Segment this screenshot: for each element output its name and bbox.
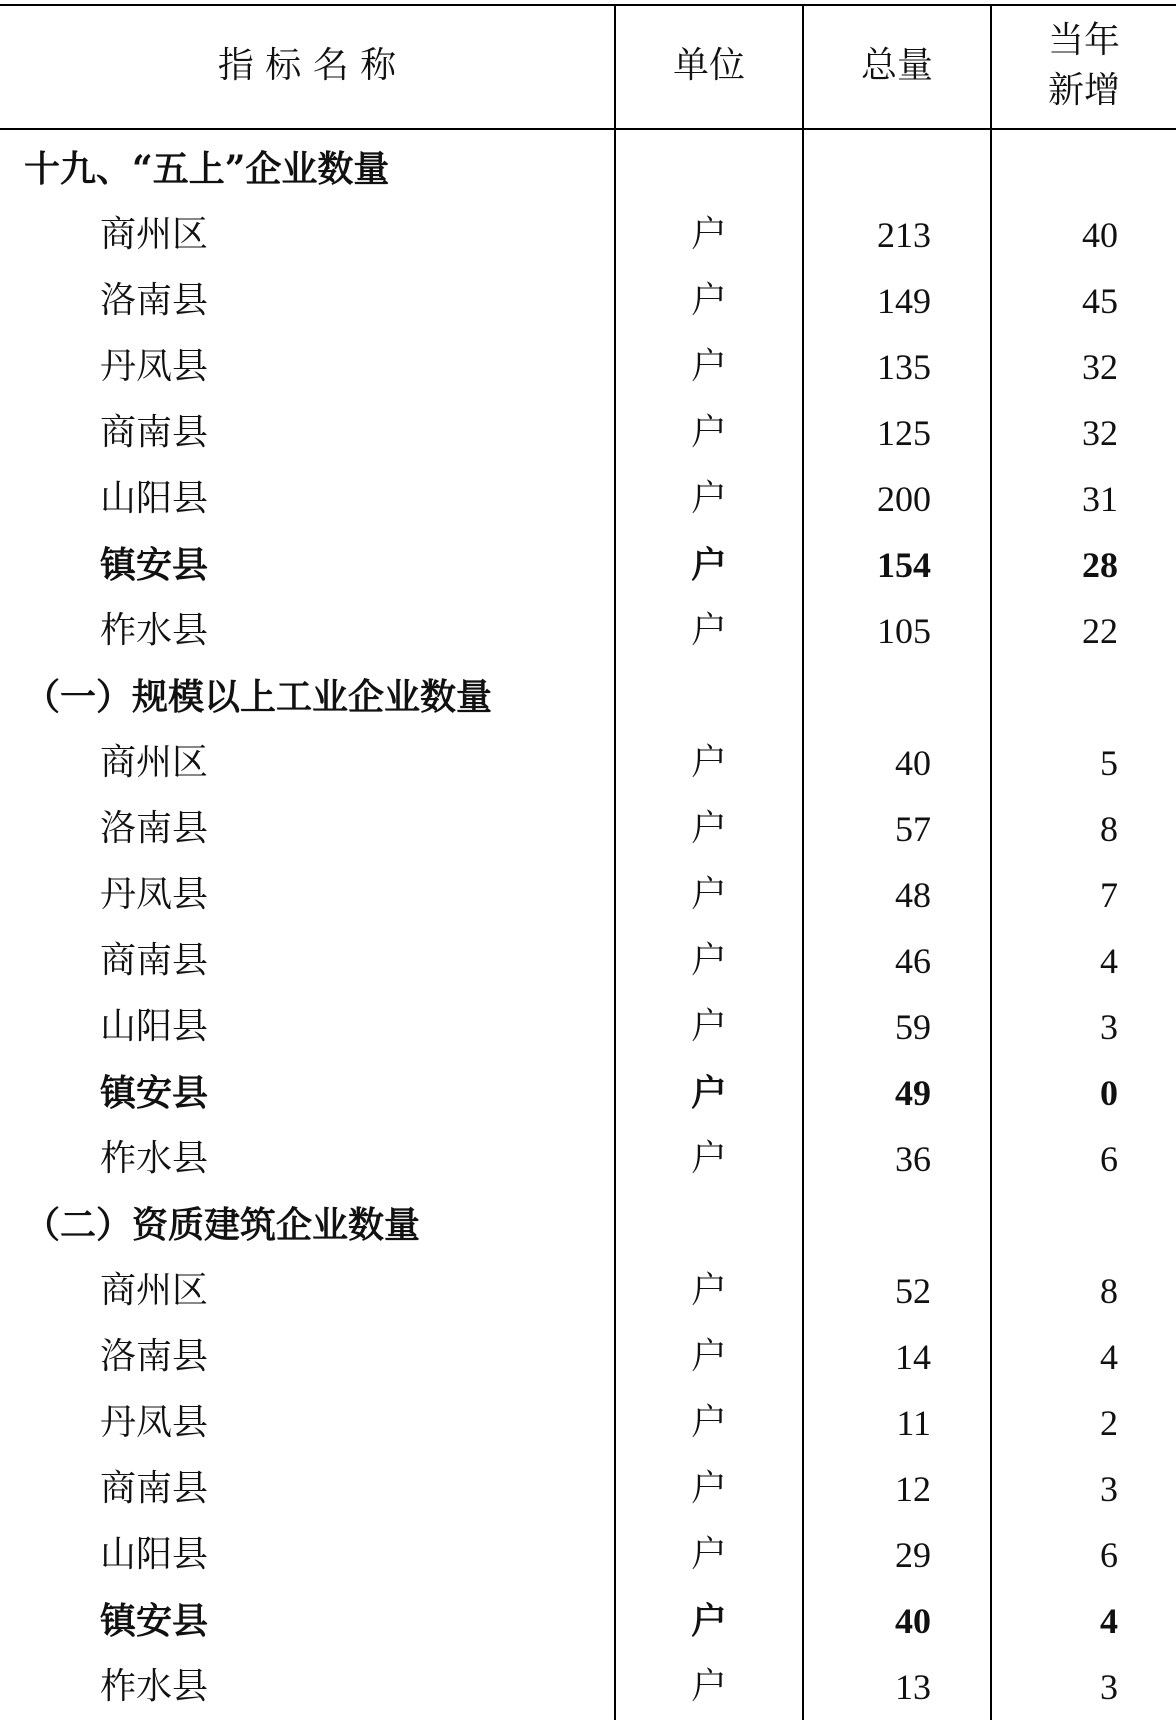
unit-cell: 户 (690, 1534, 727, 1575)
unit-cell: 户 (690, 1072, 727, 1114)
table-row (0, 268, 1176, 334)
county-name: 商南县 (100, 412, 209, 453)
header-unit-cell (616, 4, 802, 128)
county-name: 柞水县 (100, 1138, 209, 1179)
total-cell: 48 (895, 875, 931, 915)
county-name: 洛南县 (100, 280, 209, 321)
unit-cell: 户 (690, 1600, 727, 1642)
table-row (0, 730, 1176, 796)
total-cell: 49 (895, 1073, 931, 1113)
county-name: 丹凤县 (100, 346, 209, 387)
added-cell: 32 (1082, 347, 1118, 387)
added-cell: 3 (1100, 1469, 1118, 1509)
header-rule (0, 128, 1176, 130)
total-cell: 52 (895, 1271, 931, 1311)
county-name: 洛南县 (100, 808, 209, 849)
county-name: 丹凤县 (100, 874, 209, 915)
total-cell: 154 (877, 545, 931, 585)
table-row (0, 466, 1176, 532)
table-row (0, 1588, 1176, 1654)
table-row (0, 532, 1176, 598)
total-cell: 200 (877, 479, 931, 519)
table-row (0, 928, 1176, 994)
section-row (0, 1192, 1176, 1258)
total-cell: 11 (896, 1403, 931, 1443)
header-added-line2: 新增 (1047, 70, 1120, 111)
section-title: 十九、“五上”企业数量 (24, 148, 390, 190)
unit-cell: 户 (690, 874, 727, 915)
table-row (0, 1522, 1176, 1588)
added-cell: 6 (1100, 1139, 1118, 1179)
table-row (0, 202, 1176, 268)
unit-cell: 户 (690, 1402, 727, 1443)
unit-cell: 户 (690, 1468, 727, 1509)
total-cell: 46 (895, 941, 931, 981)
county-name: 商州区 (100, 1270, 209, 1311)
table-row (0, 796, 1176, 862)
header-added-line1: 当年 (1047, 20, 1120, 61)
added-cell: 4 (1100, 1601, 1118, 1641)
unit-cell: 户 (690, 742, 727, 783)
total-cell: 40 (895, 743, 931, 783)
statistics-table (0, 4, 1176, 1720)
header-total: 总量 (860, 45, 933, 86)
unit-cell: 户 (690, 940, 727, 981)
added-cell: 8 (1100, 809, 1118, 849)
table-row (0, 1324, 1176, 1390)
added-cell: 40 (1082, 215, 1118, 255)
header-unit: 单位 (672, 45, 745, 86)
unit-cell: 户 (690, 610, 727, 651)
added-cell: 3 (1100, 1007, 1118, 1047)
table-row (0, 1258, 1176, 1324)
total-cell: 14 (895, 1337, 931, 1377)
added-cell: 8 (1100, 1271, 1118, 1311)
added-cell: 22 (1082, 611, 1118, 651)
county-name: 商州区 (100, 742, 209, 783)
added-cell: 5 (1100, 743, 1118, 783)
added-cell: 4 (1100, 941, 1118, 981)
added-cell: 6 (1100, 1535, 1118, 1575)
unit-cell: 户 (690, 1138, 727, 1179)
unit-cell: 户 (690, 214, 727, 255)
total-cell: 213 (877, 215, 931, 255)
county-name: 丹凤县 (100, 1402, 209, 1443)
unit-cell: 户 (690, 1336, 727, 1377)
table-row (0, 1654, 1176, 1720)
total-cell: 12 (895, 1469, 931, 1509)
added-cell: 2 (1100, 1403, 1118, 1443)
county-name: 山阳县 (100, 478, 209, 519)
section-title: （一）规模以上工业企业数量 (24, 676, 493, 718)
header-total-cell (804, 4, 990, 128)
total-cell: 29 (895, 1535, 931, 1575)
county-name: 镇安县 (100, 544, 209, 586)
added-cell: 31 (1082, 479, 1118, 519)
unit-cell: 户 (690, 412, 727, 453)
added-cell: 7 (1100, 875, 1118, 915)
table-row (0, 400, 1176, 466)
unit-cell: 户 (690, 544, 727, 586)
county-name: 商南县 (100, 1468, 209, 1509)
table-row (0, 862, 1176, 928)
unit-cell: 户 (690, 1006, 727, 1047)
section-title: （二）资质建筑企业数量 (24, 1204, 421, 1246)
table-row (0, 1126, 1176, 1192)
header-added-cell (992, 4, 1176, 128)
table-row (0, 334, 1176, 400)
added-cell: 45 (1082, 281, 1118, 321)
unit-cell: 户 (690, 1666, 727, 1707)
added-cell: 28 (1082, 545, 1118, 585)
county-name: 镇安县 (100, 1600, 209, 1642)
table-row (0, 1390, 1176, 1456)
county-name: 柞水县 (100, 1666, 209, 1707)
county-name: 山阳县 (100, 1006, 209, 1047)
county-name: 镇安县 (100, 1072, 209, 1114)
table-row (0, 598, 1176, 664)
header-name-cell (0, 4, 614, 128)
county-name: 商州区 (100, 214, 209, 255)
added-cell: 4 (1100, 1337, 1118, 1377)
total-cell: 40 (895, 1601, 931, 1641)
added-cell: 32 (1082, 413, 1118, 453)
table-row (0, 1060, 1176, 1126)
unit-cell: 户 (690, 808, 727, 849)
total-cell: 105 (877, 611, 931, 651)
table-row (0, 1456, 1176, 1522)
unit-cell: 户 (690, 478, 727, 519)
unit-cell: 户 (690, 280, 727, 321)
total-cell: 125 (877, 413, 931, 453)
header-name: 指 标 名 称 (217, 45, 397, 86)
county-name: 洛南县 (100, 1336, 209, 1377)
county-name: 柞水县 (100, 610, 209, 651)
section-row (0, 664, 1176, 730)
total-cell: 13 (895, 1667, 931, 1707)
unit-cell: 户 (690, 346, 727, 387)
total-cell: 135 (877, 347, 931, 387)
section-row (0, 136, 1176, 202)
county-name: 商南县 (100, 940, 209, 981)
added-cell: 0 (1100, 1073, 1118, 1113)
total-cell: 36 (895, 1139, 931, 1179)
total-cell: 149 (877, 281, 931, 321)
county-name: 山阳县 (100, 1534, 209, 1575)
table-row (0, 994, 1176, 1060)
total-cell: 57 (895, 809, 931, 849)
added-cell: 3 (1100, 1667, 1118, 1707)
total-cell: 59 (895, 1007, 931, 1047)
unit-cell: 户 (690, 1270, 727, 1311)
